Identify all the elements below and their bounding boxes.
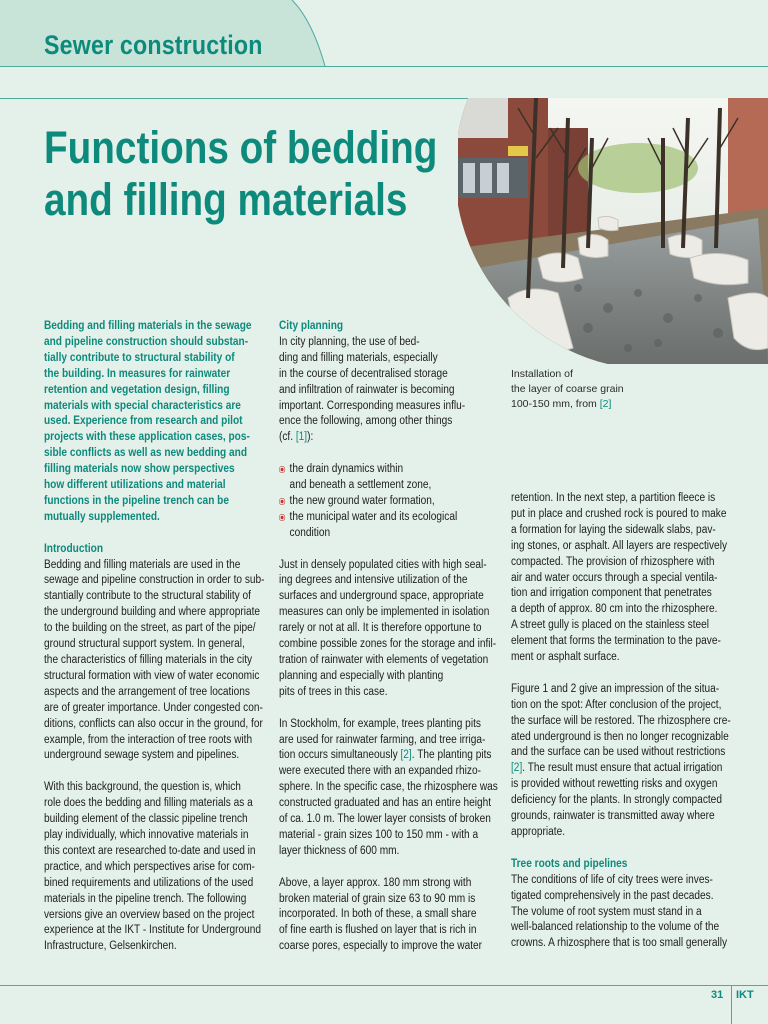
- reference-link[interactable]: [2]: [400, 749, 412, 762]
- text-line: underground sewage system and pipelines.: [44, 749, 240, 762]
- body-paragraph: [279, 558, 499, 701]
- text-line: Just in densely populated cities with high seal-: [279, 558, 487, 571]
- text-line: how different utilizations and material: [44, 479, 226, 492]
- text-line: ground structural support system. In general,: [44, 638, 245, 651]
- text-line: bined requirements and utilizations of the used: [44, 876, 254, 889]
- text-line: projects with these application cases, pos-: [44, 431, 250, 444]
- text-line: deficiency for the plants. In strongly compacted: [511, 794, 722, 807]
- text-line: In Stockholm, for example, trees planting pits: [279, 717, 481, 730]
- caption-text: 100-150 mm, from: [511, 398, 600, 410]
- text-line: versions give an overview based on the project: [44, 908, 255, 921]
- text-line: layer thickness of 600 mm.: [279, 844, 400, 857]
- text-line: is provided without rewetting risks and oxygen: [511, 778, 718, 791]
- footer-rule: [0, 985, 768, 986]
- figure-caption: [511, 367, 631, 412]
- text-line: The volume of root system must stand in a: [511, 905, 702, 918]
- text-line: sible conflicts as well as new bedding and: [44, 447, 248, 460]
- text-line: In city planning, the use of bed-: [279, 335, 420, 348]
- text-line: tially contribute to structural stability of: [44, 351, 235, 364]
- text-line: sphere. In the specific case, the rhizosphere was: [279, 781, 498, 794]
- caption-line: the layer of coarse grain: [511, 383, 624, 395]
- text-line: tration of rainwater with elements of vegetation: [279, 654, 489, 666]
- text-line: materials in the pipeline trench. The following: [44, 892, 247, 905]
- text-line: ding and filling materials, especially: [279, 351, 438, 364]
- text-line: and infiltration of rainwater is becoming: [279, 383, 455, 396]
- text-line: ment or asphalt surface.: [511, 651, 620, 664]
- list-item-text: the municipal water and its ecological: [289, 510, 458, 523]
- text-line: practice, and which perspectives arise for com-: [44, 860, 255, 873]
- text-line: retention. In the next step, a partition fleece is: [511, 492, 716, 504]
- text-line: used. Experience from research and pilot: [44, 415, 243, 428]
- bullet-icon: [279, 498, 285, 505]
- introduction-paragraph: [44, 558, 264, 765]
- body-paragraph: [44, 780, 264, 955]
- text-line: are used for rainwater farming, and tree irriga-: [279, 733, 486, 746]
- list-item-text: the drain dynamics within: [289, 463, 404, 476]
- body-paragraph: [279, 335, 499, 446]
- list-item: [279, 462, 499, 478]
- introduction-heading: Introduction: [44, 542, 104, 555]
- text-line: example, from the interaction of tree roots with: [44, 733, 253, 746]
- text-line: mutually supplemented.: [44, 510, 160, 523]
- text-line: surfaces and underground space, appropriate: [279, 590, 484, 603]
- text-line: play individually, which innovative materials in: [44, 828, 249, 841]
- text-line: pits of trees in this case.: [279, 685, 388, 698]
- bullet-list: [279, 462, 499, 542]
- text-line: building element of the classic pipeline trench: [44, 813, 248, 826]
- text-line: incorporated. In both of these, a small share: [279, 908, 477, 921]
- reference-link[interactable]: [2]: [511, 762, 523, 775]
- text-line: constructed graduated and has an entire height: [279, 797, 492, 810]
- text-line: retention and vegetation design, filling: [44, 383, 230, 396]
- text-fragment: . The result must ensure that actual irrigation: [522, 762, 723, 775]
- text-line: sewage and pipeline construction in order to sub-: [44, 574, 265, 587]
- text-line: well-balanced relationship to the volume of the: [511, 921, 720, 934]
- text-line: of ca. 1.0 m. The lower layer consists of broken: [279, 813, 491, 826]
- body-paragraph: [511, 491, 731, 666]
- text-line: tion and irrigation component that penetrates: [511, 587, 712, 600]
- text-line: coarse pores, especially to improve the water: [279, 940, 483, 953]
- text-line: Infrastructure, Gelsenkirchen.: [44, 940, 177, 953]
- body-paragraph: [511, 873, 731, 953]
- text-line: Above, a layer approx. 180 mm strong with: [279, 876, 472, 889]
- text-line: the surface will be restored. The rhizosphere cre-: [511, 714, 731, 727]
- article-title-line1: Functions of bedding: [44, 122, 438, 173]
- page-number: 31: [711, 989, 724, 1001]
- text-line: tigated comprehensively in the past decades.: [511, 889, 714, 902]
- text-line: measures can only be implemented in isolation: [279, 606, 490, 619]
- list-item: [279, 494, 499, 510]
- text-line: [279, 748, 499, 764]
- text-line: compacted. The provision of rhizosphere with: [511, 555, 715, 568]
- text-line: in the course of decentralised storage: [279, 367, 448, 380]
- text-line: were executed there with an expanded rhizo-: [279, 765, 481, 778]
- text-line: element that forms the termination to the pave-: [511, 635, 721, 648]
- list-item-text: the new ground water formation,: [289, 494, 435, 507]
- text-line: put in place and crushed rock is poured to make: [511, 507, 727, 520]
- text-line: crowns. A rhizosphere that is too small generally: [511, 937, 727, 950]
- text-line: [279, 430, 499, 446]
- city-planning-heading: City planning: [279, 320, 344, 332]
- text-line: the building. In measures for rainwater: [44, 367, 231, 380]
- section-title: Sewer construction: [44, 30, 263, 60]
- text-line: a formation for laying the sidewalk slabs, pav-: [511, 523, 716, 536]
- text-line: A street gully is placed on the stainless steel: [511, 619, 710, 632]
- text-line: experience at the IKT - Institute for Underground: [44, 924, 261, 937]
- text-line: role does the bedding and filling materials as a: [44, 797, 253, 810]
- text-line: The conditions of life of city trees were inves-: [511, 873, 713, 886]
- list-item: [279, 510, 499, 526]
- reference-link[interactable]: [2]: [599, 398, 612, 410]
- bullet-icon: [279, 514, 285, 521]
- lead-paragraph: [44, 319, 264, 526]
- text-line: this context are researched to-date and used in: [44, 844, 256, 857]
- caption-line: Installation of: [511, 368, 573, 380]
- text-line: ing stones, or asphalt. All layers are respectively: [511, 539, 727, 552]
- text-line: and pipeline construction should substan-: [44, 335, 249, 348]
- body-paragraph: [511, 682, 731, 841]
- text-line: rarely or not at all. It is therefore opportune to: [279, 622, 482, 635]
- text-line: air and water occurs through a special ventila-: [511, 571, 718, 584]
- reference-link[interactable]: [1]: [295, 431, 308, 444]
- text-line: ated underground is then no longer recognizable: [511, 730, 729, 743]
- body-paragraph: [279, 717, 499, 860]
- text-line: tion on the spot: After conclusion of the project,: [511, 698, 722, 711]
- text-line: stantially contribute to the structural stability of: [44, 590, 252, 603]
- publisher-brand: IKT: [736, 989, 754, 1001]
- text-line: a depth of approx. 80 cm into the rhizosphere.: [511, 603, 718, 616]
- article-title: [44, 122, 437, 226]
- list-item-continuation: condition: [289, 526, 331, 539]
- text-fragment: tion occurs simultaneously: [279, 749, 401, 762]
- text-line: are of greater importance. Under congested con-: [44, 701, 263, 714]
- text-fragment: (cf.: [279, 431, 296, 444]
- text-line: [511, 761, 731, 777]
- text-line: of fine earth is flushed on layer that is rich in: [279, 924, 477, 937]
- text-line: the characteristics of filling materials in the city: [44, 654, 253, 667]
- text-line: to the building on the street, as part of the pipe/: [44, 622, 256, 635]
- article-title-line2: and filling materials: [44, 174, 408, 225]
- body-paragraph: [279, 876, 499, 956]
- bullet-icon: [279, 466, 285, 473]
- text-line: ditions, conflicts can also occur in the ground, for: [44, 717, 263, 730]
- footer-divider: [731, 985, 732, 1024]
- text-line: ence the following, among other things: [279, 415, 453, 428]
- list-item-continuation: and beneath a settlement zone,: [289, 479, 432, 492]
- text-line: combine possible zones for the storage and infil-: [279, 638, 497, 651]
- header-rule: [0, 66, 768, 67]
- text-line: Bedding and filling materials are used in the: [44, 558, 241, 571]
- tree-roots-heading: Tree roots and pipelines: [511, 857, 628, 870]
- text-line: important. Corresponding measures influ-: [279, 399, 466, 412]
- text-line: filling materials now show perspectives: [44, 463, 235, 476]
- caption-line: [511, 397, 631, 412]
- text-line: Bedding and filling materials in the sewage: [44, 320, 252, 332]
- column-1: [44, 319, 294, 955]
- text-line: grounds, rainwater is transmitted away where: [511, 810, 715, 823]
- text-line: broken material of grain size 63 to 90 mm is: [279, 892, 476, 905]
- text-line: Figure 1 and 2 give an impression of the situa-: [511, 682, 720, 695]
- column-3: [511, 491, 761, 952]
- text-line: the underground building and where appropriate: [44, 606, 261, 619]
- column-2: [279, 319, 529, 955]
- text-line: functions in the pipeline trench can be: [44, 494, 229, 507]
- text-line: material - grain sizes 100 to 150 mm - with a: [279, 828, 479, 841]
- text-fragment: . The planting pits: [411, 749, 492, 762]
- text-line: ing degrees and intensive utilization of the: [279, 574, 468, 587]
- text-line: materials with special characteristics are: [44, 399, 241, 412]
- text-line: structural formation with view of water economic: [44, 669, 260, 682]
- text-line: and the surface can be used without restrictions: [511, 746, 726, 759]
- text-line: planning and especially with planting: [279, 669, 444, 682]
- text-line: appropriate.: [511, 826, 566, 839]
- text-line: aspects and the arrangement of tree locations: [44, 685, 250, 698]
- text-fragment: ):: [307, 431, 314, 444]
- text-line: With this background, the question is, which: [44, 781, 241, 794]
